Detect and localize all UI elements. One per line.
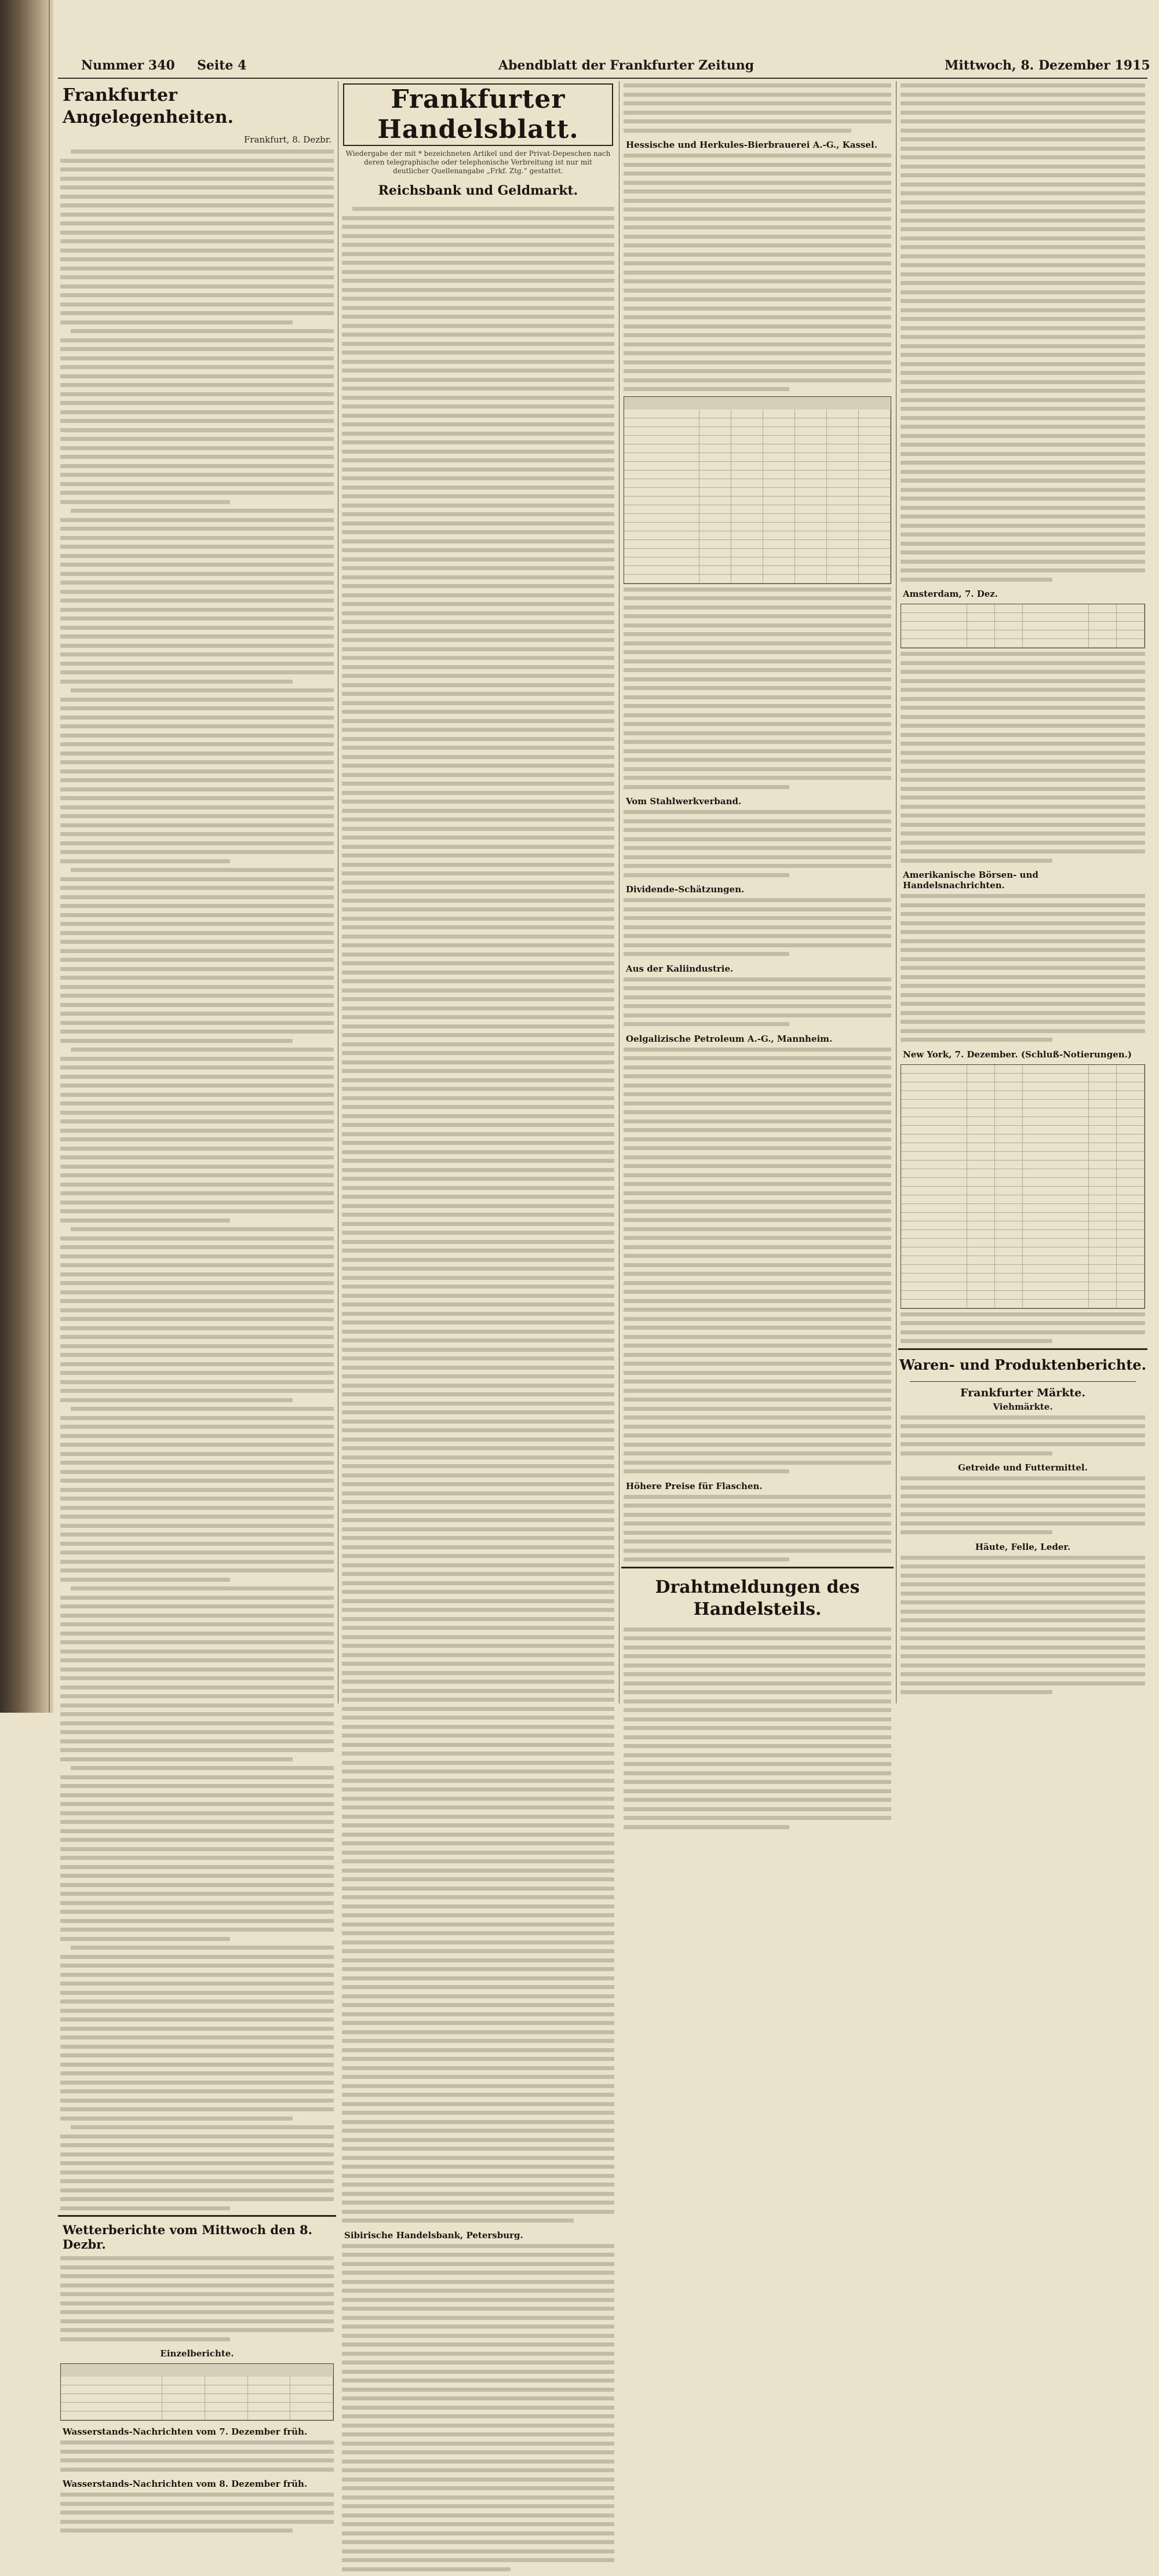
subsection-cattle: Viehmärkte. [993, 1401, 1053, 1412]
water-levels-2: Wasserstands-Nachrichten vom 8. Dezember früh. [63, 2479, 308, 2489]
column-commerce [340, 81, 617, 2576]
balance-table [624, 396, 891, 584]
subsection-bottles: Höhere Preise für Flaschen. [626, 1480, 763, 1491]
subsection-steel: Vom Stahlwerkverband. [626, 796, 742, 807]
issue-number: Nummer 340 [81, 58, 175, 73]
copyright-note: Wiedergabe der mit * bezeichneten Artikel und der Privat-Depeschen nach deren telegraphische oder telephonische Verbreitung ist nur mit deutlicher Quellenangabe „Frkf. Ztg.“ gestattet. [345, 149, 611, 175]
section-title: Frankfurter Handelsblatt. [377, 85, 579, 144]
subsection-new-york: New York, 7. Dezember. (Schluß-Notierungen.) [903, 1049, 1132, 1060]
book-spine [0, 0, 53, 1713]
text-block-1 [60, 149, 334, 2210]
amsterdam-table [901, 604, 1145, 648]
dateline: Frankfurt, 8. Dezbr. [244, 134, 331, 145]
weather-table [60, 2363, 334, 2421]
column-company-news [621, 81, 894, 1834]
weather-title: Wetterberichte vom Mittwoch den 8. Dezbr. [63, 2223, 312, 2252]
new-york-quotes-table [901, 1064, 1145, 1309]
column-local-news [58, 81, 336, 2538]
section-title-goods: Waren- und Produktenberichte. [899, 1356, 1147, 1373]
page-number: Seite 4 [197, 58, 247, 73]
paper-title: Abendblatt der Frankfurter Zeitung [498, 58, 755, 73]
column-markets [898, 81, 1147, 1699]
issue-date: Mittwoch, 8. Dezember 1915 [945, 58, 1150, 73]
subsection-brewery: Hessische und Herkules-Bierbrauerei A.-G., Kassel. [626, 140, 877, 150]
subsection-petroleum: Oelgalizische Petroleum A.-G., Mannheim. [626, 1033, 833, 1044]
section-title-wire-reports: Drahtmeldungen des Handelsteils. [655, 1577, 860, 1619]
subsection-dividends: Dividende-Schätzungen. [626, 884, 745, 895]
subsection-potash: Aus der Kaliindustrie. [626, 963, 734, 974]
divider [621, 1567, 894, 1568]
subsection-siberian-bank: Sibirische Handelsbank, Petersburg. [344, 2230, 523, 2241]
weather-table-title: Einzelberichte. [160, 2348, 234, 2359]
subsection-hides: Häute, Felle, Leder. [975, 1541, 1071, 1552]
masthead-box [343, 83, 613, 146]
water-levels-1: Wasserstands-Nachrichten vom 7. Dezember früh. [63, 2427, 308, 2437]
page-header [58, 58, 1150, 78]
subsection-frankfurt-markets: Frankfurter Märkte. [960, 1386, 1085, 1399]
divider [58, 2215, 336, 2217]
subsection-title: Reichsbank und Geldmarkt. [378, 183, 578, 198]
header-rule [58, 78, 1147, 79]
section-title: Frankfurter Angelegenheiten. [63, 85, 234, 127]
subsection-grain: Getreide und Futtermittel. [958, 1462, 1088, 1473]
subsection-amsterdam: Amsterdam, 7. Dez. [903, 589, 998, 599]
divider [898, 1348, 1147, 1350]
subsection-american-markets: Amerikanische Börsen- und Handelsnachrichten. [903, 870, 1038, 891]
